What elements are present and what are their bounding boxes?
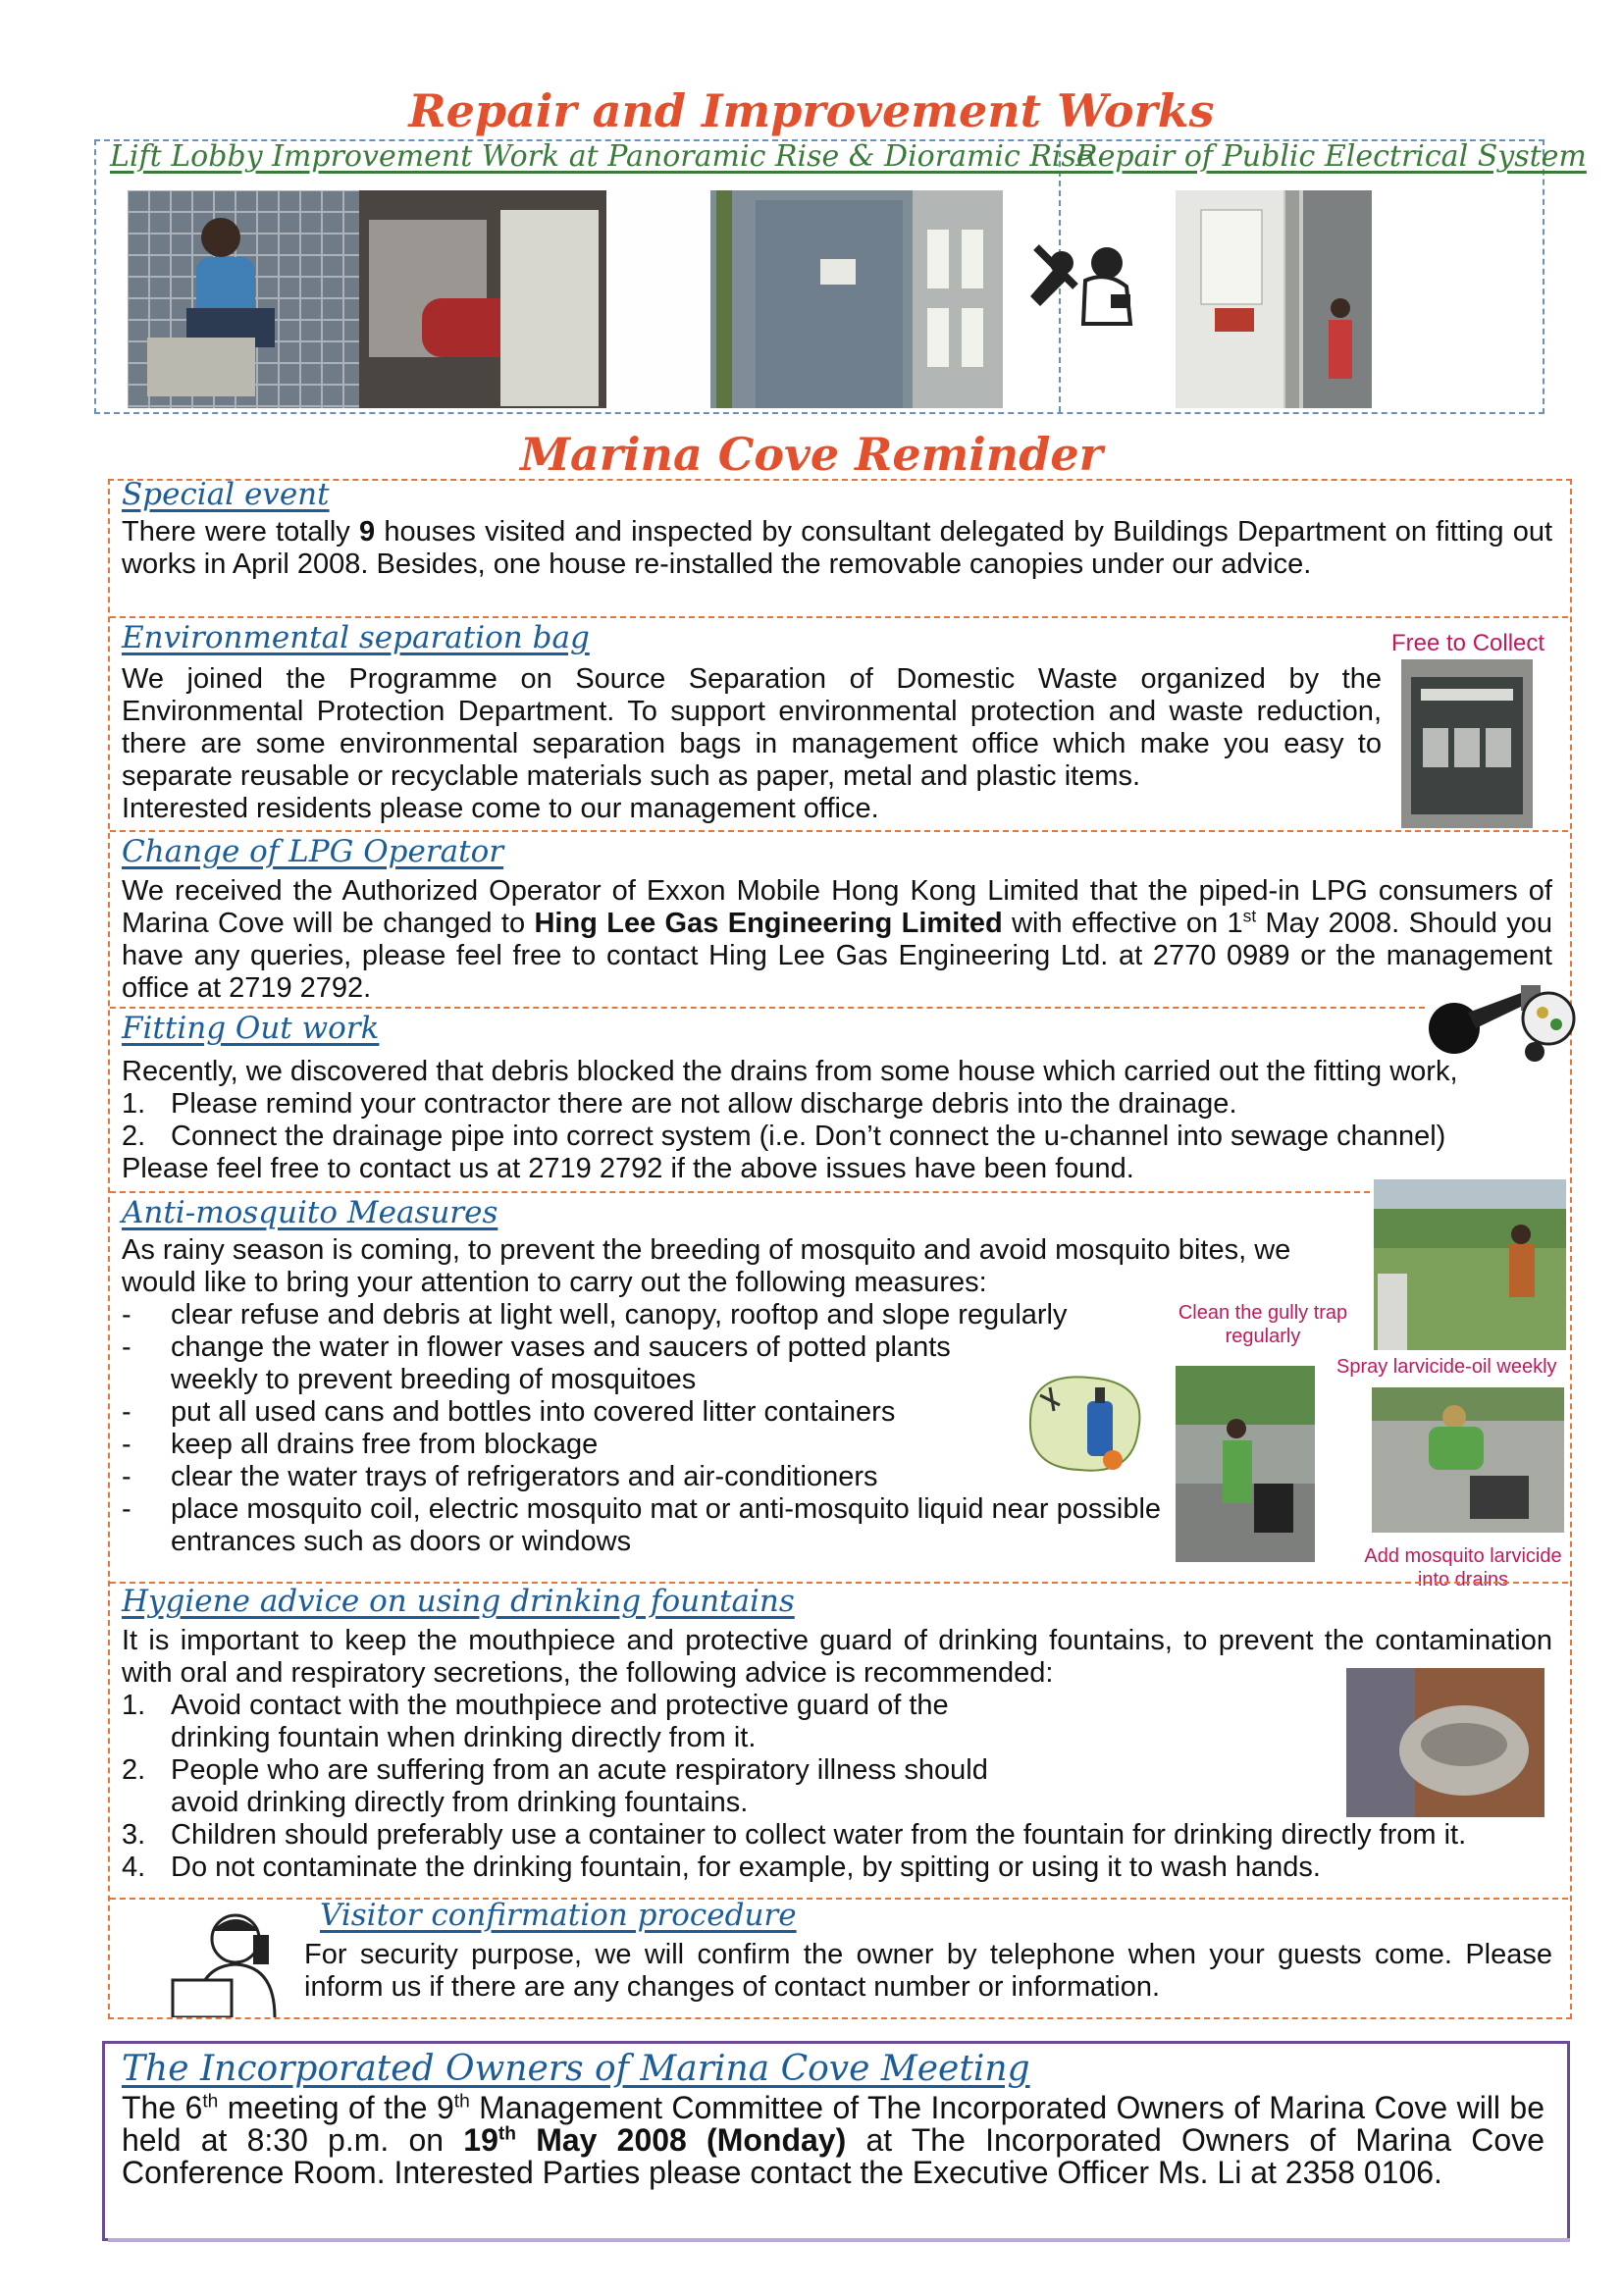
env-bag-text-2: Interested residents please come to our management office. — [122, 793, 879, 824]
lift-lobby-photos — [128, 190, 1003, 408]
free-to-collect-caption: Free to Collect — [1391, 630, 1545, 656]
gully-cleaning-photo — [1176, 1366, 1315, 1562]
divider — [110, 830, 1568, 832]
repair-tools-icon — [1017, 228, 1134, 336]
anti-mosquito-intro: As rainy season is coming, to prevent the breeding of mosquito and avoid mosquito bites, we would like to bring your attention to carry out the following measures: — [122, 1234, 1291, 1298]
list-item: - place mosquito coil, electric mosquito mat or anti-mosquito liquid near possible entrances such as doors or windows — [122, 1493, 1162, 1557]
special-event-heading: Special event — [122, 477, 330, 512]
fitting-out-heading: Fitting Out work — [122, 1011, 380, 1046]
list-item: 3. Children should preferably use a container to collect water from the fountain for drinking directly from it. — [122, 1819, 1467, 1851]
lpg-text: We received the Authorized Operator of Exxon Mobile Hong Kong Limited that the piped-in LPG consumers of Marina Cove will be changed to Hing Lee Gas Engineering Limited with effective on 1st May 2008. Should you have any queries, please feel free to contact Hing Lee Gas Engineering Ltd. at 2770 0989 or the management office at 2719 2792. — [122, 875, 1552, 1004]
list-item: - clear the water trays of refrigerators and air-conditioners — [122, 1461, 878, 1492]
visitor-text: For security purpose, we will confirm the owner by telephone when your guests come. Please inform us if there are any changes of contact number or information. — [304, 1939, 1552, 2003]
gully-trap-caption: Clean the gully trap regularly — [1178, 1302, 1348, 1347]
reminder-title: Marina Cove Reminder — [520, 428, 1103, 481]
list-item: - change the water in flower vases and saucers of potted plants weekly to prevent breeding of mosquitoes — [122, 1331, 951, 1395]
anti-mosquito-heading: Anti-mosquito Measures — [122, 1195, 498, 1230]
larvicide-caption: Add mosquito larvicide into drains — [1364, 1545, 1562, 1591]
photo-electrical-room — [1176, 190, 1372, 408]
slope-spraying-photo — [1374, 1179, 1566, 1350]
drinking-fountain-photo — [1346, 1668, 1544, 1817]
env-bag-text: We joined the Programme on Source Separation of Domestic Waste organized by the Environmental Protection Department. To support environmental protection and waste reduction, there are some environmental separation bags in management office which make you easy to separate reusable or recyclable materials such as paper, metal and plastic items. — [122, 663, 1382, 792]
lpg-heading: Change of LPG Operator — [122, 834, 504, 869]
special-event-text: There were totally 9 houses visited and inspected by consultant delegated by Buildings Department on fitting out works in April 2008. Besides, one house re-installed the removable canopies under our advice. — [122, 516, 1553, 580]
separation-bins-photo — [1401, 659, 1533, 828]
fitting-out-list — [122, 1088, 1564, 1153]
hygiene-list-b — [122, 1819, 1564, 1884]
env-bag-heading: Environmental separation bag — [122, 620, 590, 655]
receptionist-phone-clipart — [167, 1902, 304, 2017]
divider — [110, 1007, 1425, 1009]
meeting-date: 19th May 2008 (Monday) — [463, 2122, 847, 2158]
divider — [110, 1191, 1370, 1193]
list-item: 4. Do not contaminate the drinking fountain, for example, by spitting or using it to wash hands. — [122, 1852, 1321, 1883]
list-item: - put all used cans and bottles into covered litter containers — [122, 1396, 896, 1428]
list-item: - keep all drains free from blockage — [122, 1429, 599, 1460]
drain-larvicide-photo — [1372, 1387, 1564, 1533]
list-item: 2. Connect the drainage pipe into correct system (i.e. Don’t connect the u-channel into sewage channel) — [122, 1121, 1446, 1152]
fitting-out-intro: Recently, we discovered that debris blocked the drains from some house which carried out the fitting work, — [122, 1056, 1458, 1087]
divider — [110, 616, 1568, 618]
meeting-box-shadow — [108, 2238, 1570, 2242]
spray-larvicide-caption: Spray larvicide-oil weekly — [1336, 1356, 1557, 1378]
mosquito-spray-clipart — [1011, 1362, 1158, 1484]
houses-count: 9 — [359, 516, 376, 548]
repair-title: Repair and Improvement Works — [408, 84, 1215, 137]
list-item: 1. Avoid contact with the mouthpiece and protective guard of the drinking fountain when drinking directly from it. — [122, 1690, 949, 1753]
meeting-text: The 6th meeting of the 9th Management Committee of The Incorporated Owners of Marina Cove will be held at 8:30 p.m. on 19th May 2008 (Monday) at The Incorporated Owners of Marina Cove Conference Room. Interested Parties please contact the Executive Officer Ms. Li at 2358 0106. — [122, 2090, 1545, 2190]
list-item: 2. People who are suffering from an acute respiratory illness should avoid drinking directly from drinking fountains. — [122, 1754, 988, 1818]
electrical-heading: Repair of Public Electrical System — [1075, 139, 1587, 174]
new-operator-name: Hing Lee Gas Engineering Limited — [534, 908, 1003, 939]
hygiene-heading: Hygiene advice on using drinking fountains — [122, 1584, 795, 1619]
visitor-heading: Visitor confirmation procedure — [320, 1898, 797, 1933]
meeting-heading: The Incorporated Owners of Marina Cove Meeting — [122, 2049, 1030, 2089]
list-item: 1. Please remind your contractor there are not allow discharge debris into the drainage. — [122, 1088, 1237, 1120]
list-item: - clear refuse and debris at light well, canopy, rooftop and slope regularly — [122, 1299, 1068, 1331]
fitting-out-outro: Please feel free to contact us at 2719 2792 if the above issues have been found. — [122, 1153, 1134, 1184]
hygiene-intro: It is important to keep the mouthpiece and protective guard of drinking fountains, to prevent the contamination with oral and respiratory secretions, the following advice is recommended: — [122, 1625, 1552, 1689]
hygiene-list-a — [122, 1690, 988, 1819]
lift-lobby-heading: Lift Lobby Improvement Work at Panoramic Rise & Dioramic Rise — [110, 139, 1094, 174]
